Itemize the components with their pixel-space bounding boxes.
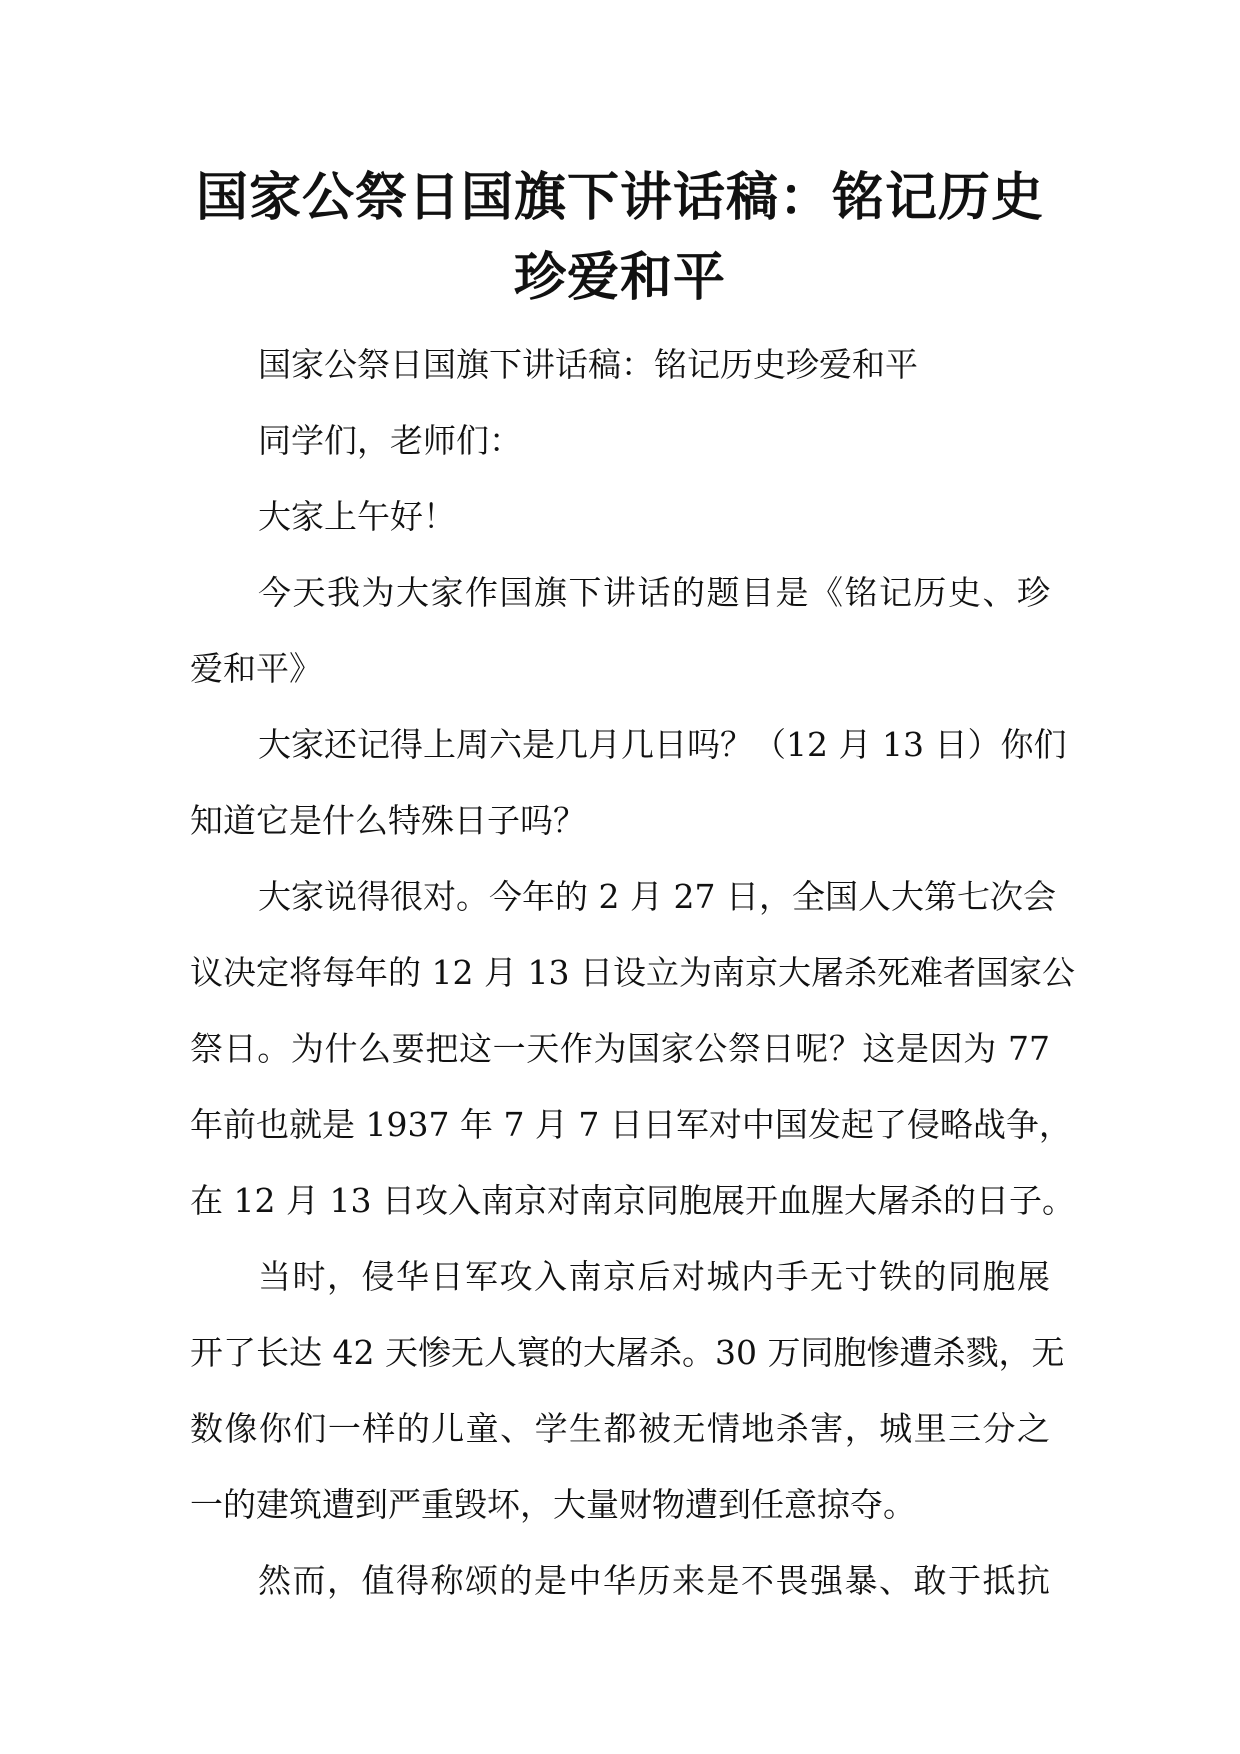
body-line: 大家说得很对。今年的 2 月 27 日，全国人大第七次会 <box>258 877 1056 916</box>
body-line: 议决定将每年的 12 月 13 日设立为南京大屠杀死难者国家公 <box>190 953 1075 992</box>
body-line: 在 12 月 13 日攻入南京对南京同胞展开血腥大屠杀的日子。 <box>190 1181 1075 1220</box>
body-line: 大家还记得上周六是几月几日吗？（12 月 13 日）你们 <box>258 725 1067 764</box>
body-line: 今天我为大家作国旗下讲话的题目是《铭记历史、珍 <box>258 573 1050 612</box>
body-line: 知道它是什么特殊日子吗？ <box>190 801 586 840</box>
body-line: 一的建筑遭到严重毁坏，大量财物遭到任意掠夺。 <box>190 1485 916 1524</box>
body-line-subtitle: 国家公祭日国旗下讲话稿：铭记历史珍爱和平 <box>258 345 918 384</box>
body-line: 当时，侵华日军攻入南京后对城内手无寸铁的同胞展 <box>258 1257 1050 1296</box>
body-line-good-morning: 大家上午好！ <box>258 497 456 536</box>
body-line: 祭日。为什么要把这一天作为国家公祭日呢？这是因为 77 <box>190 1029 1050 1068</box>
body-line: 爱和平》 <box>190 649 322 688</box>
document-title-line-1: 国家公祭日国旗下讲话稿：铭记历史 <box>195 168 1044 228</box>
document-title-line-2: 珍爱和平 <box>513 248 726 308</box>
body-line: 然而，值得称颂的是中华历来是不畏强暴、敢于抵抗 <box>258 1561 1050 1600</box>
body-line: 开了长达 42 天惨无人寰的大屠杀。30 万同胞惨遭杀戮，无 <box>190 1333 1065 1372</box>
body-line-greeting: 同学们，老师们： <box>258 421 522 460</box>
body-line: 年前也就是 1937 年 7 月 7 日日军对中国发起了侵略战争， <box>190 1105 1072 1144</box>
body-line: 数像你们一样的儿童、学生都被无情地杀害，城里三分之 <box>190 1409 1050 1448</box>
